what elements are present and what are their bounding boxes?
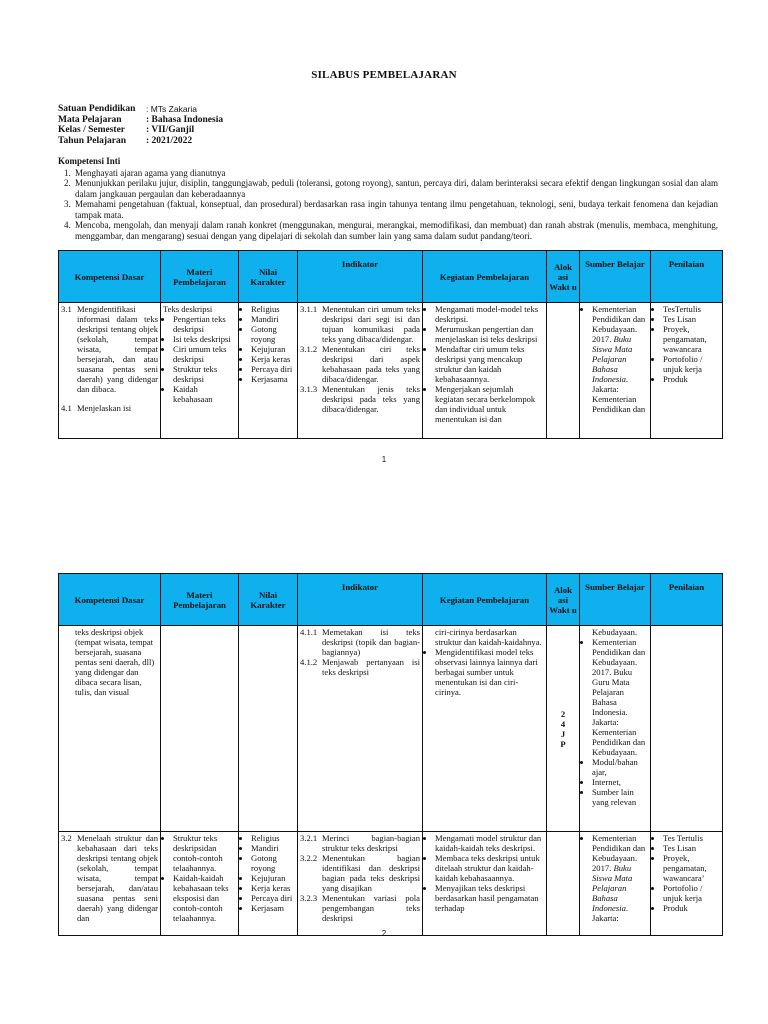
indikator-number: 3.2.1 xyxy=(300,833,318,843)
cell-materi xyxy=(161,303,239,439)
cell-kegiatan xyxy=(423,832,547,936)
indikator-number: 3.1.3 xyxy=(300,384,318,394)
header-indikator: Indikator xyxy=(298,574,423,626)
syllabus-info xyxy=(58,104,223,146)
table-header-row xyxy=(59,574,723,626)
list-item: • Kerja keras xyxy=(251,354,295,364)
kegiatan-list xyxy=(425,304,544,424)
penilaian-list xyxy=(653,304,720,384)
list-item: • Mengamati model-model teks deskripsi. xyxy=(435,304,544,324)
cell-sumber-belajar xyxy=(580,303,651,439)
indikator-text: Menentukan ciri umum teks deskripsi dari segi isi dan tujuan komunikasi pada teks yang dibaca/didengar. xyxy=(322,304,420,344)
alokasi-char: J xyxy=(560,728,566,739)
materi-list xyxy=(163,314,236,404)
list-item: • Produk xyxy=(663,903,720,913)
kd-entry xyxy=(61,833,158,923)
table-row xyxy=(59,303,723,439)
list-item: • Kaidah kebahasaan xyxy=(173,384,236,404)
header-materi: Materi Pembelajaran xyxy=(161,251,239,303)
header-sumber-belajar: Sumber Belajar xyxy=(580,574,651,626)
list-item: • Portofolio / unjuk kerja xyxy=(663,883,720,903)
list-item: • Mengidentifikasi model teks observasi lainnya lainnya dari berbagai sumber untuk menentukan isi dan ciri-cirinya. xyxy=(435,647,544,697)
info-label: Mata Pelajaran xyxy=(58,114,122,125)
indikator-text: Memetakan isi teks deskripsi (topik dan bagian-bagiannya) xyxy=(322,627,420,657)
list-item: • Merumuskan pengertian dan menjelaskan isi teks deskripsi xyxy=(435,324,544,344)
indikator-entry xyxy=(300,657,420,677)
table-row xyxy=(59,832,723,936)
syllabus-table-page-1 xyxy=(58,250,723,439)
info-value: : 2021/2022 xyxy=(146,135,193,146)
penilaian-list xyxy=(653,833,720,913)
indikator-entry xyxy=(300,304,420,344)
list-item: • Ciri umum teks deskripsi xyxy=(173,344,236,364)
cell-materi xyxy=(161,832,239,936)
list-item: • Menyajikan teks deskripsi berdasarkan hasil pengamatan terhadap xyxy=(435,883,544,913)
alokasi-char: P xyxy=(560,738,566,749)
cell-nilai-karakter xyxy=(239,832,298,936)
list-item: • Mandiri xyxy=(251,314,295,324)
header-kegiatan: Kegiatan Pembelajaran xyxy=(423,251,547,303)
list-item: • Kerjasama xyxy=(251,374,295,384)
cell-alokasi-waktu xyxy=(547,303,580,439)
list-item: • Proyek, pengamatan, wawancara xyxy=(663,324,720,354)
kd-entry xyxy=(61,403,158,413)
header-penilaian: Penilaian xyxy=(651,574,723,626)
list-item: • Percaya diri xyxy=(251,364,295,374)
cell-alokasi-waktu xyxy=(547,832,580,936)
kd-text: Menjelaskan isi xyxy=(77,403,132,413)
list-item: • Mendaftar ciri umum teks deskripsi yang mencakup struktur dan kaidah kebahasaannya. xyxy=(435,344,544,384)
kompetensi-inti-list xyxy=(58,168,718,242)
kd-entry xyxy=(61,304,158,394)
kegiatan-list xyxy=(425,833,544,913)
sumber-list xyxy=(582,637,648,807)
cell-penilaian xyxy=(651,303,723,439)
list-item: • Sumber lain yang relevan xyxy=(592,787,648,807)
indikator-text: Menjawab pertanyaan isi teks deskripsi xyxy=(322,657,420,677)
info-label: Satuan Pendidikan xyxy=(58,104,136,114)
list-item: • Struktur teks deskripsidan contoh-contoh telaahannya. xyxy=(173,833,236,873)
sumber-list xyxy=(582,833,648,923)
list-item: • Mandiri xyxy=(251,843,295,853)
cell-sumber-belajar xyxy=(580,626,651,832)
table-row xyxy=(59,626,723,832)
cell-kompetensi-dasar xyxy=(59,626,161,832)
cell-indikator xyxy=(298,832,423,936)
table-header-row xyxy=(59,251,723,303)
list-item: • Kaidah-kaidah kebahasaan teks eksposisi dan contoh-contoh telaahannya. xyxy=(173,873,236,923)
indikator-entry xyxy=(300,893,420,923)
kompetensi-inti-section xyxy=(58,156,718,241)
cell-indikator xyxy=(298,303,423,439)
info-row-class xyxy=(58,125,223,136)
indikator-text: Menentukan variasi pola pengembangan teks deskripsi xyxy=(322,893,420,923)
info-row-subject xyxy=(58,115,223,126)
indikator-number: 3.2.3 xyxy=(300,893,318,903)
materi-list xyxy=(163,833,236,923)
header-alokasi-waktu: Alok asi Wakt u xyxy=(547,251,580,303)
cell-indikator xyxy=(298,626,423,832)
cell-kegiatan xyxy=(423,626,547,832)
indikator-number: 4.1.1 xyxy=(300,627,318,637)
header-alokasi-waktu: Alok asi Wakt u xyxy=(547,574,580,626)
info-row-school xyxy=(58,104,223,115)
indikator-entry xyxy=(300,344,420,384)
page-title: SILABUS PEMBELAJARAN xyxy=(311,69,457,81)
indikator-entry xyxy=(300,853,420,893)
list-item: • TesTertulis xyxy=(663,304,720,314)
cell-penilaian xyxy=(651,626,723,832)
list-item: • Kementerian Pendidikan dan Kebudayaan. 2017. Buku Guru Mata Pelajaran Bahasa Indonesia. Jakarta: Kementerian Pendidikan dan Kebudayaan. xyxy=(592,637,648,757)
list-item: • Religius xyxy=(251,833,295,843)
header-kompetensi-dasar: Kompetensi Dasar xyxy=(59,251,161,303)
page-number: 2 xyxy=(381,929,387,938)
info-value: : Bahasa Indonesia xyxy=(146,114,224,125)
list-item: • Religius xyxy=(251,304,295,314)
list-item: • Percaya diri xyxy=(251,893,295,903)
indikator-entry xyxy=(300,833,420,853)
list-item: • Kementerian Pendidikan dan Kebudayaan. 2017. Buku Siswa Mata Pelajaran Bahasa Indonesia. Jakarta: xyxy=(592,833,648,923)
indikator-number: 3.1.2 xyxy=(300,344,318,354)
list-item: • Modul/bahan ajar, xyxy=(592,757,648,777)
list-item: • Gotong royong xyxy=(251,853,295,873)
list-item: • Kerja keras xyxy=(251,883,295,893)
info-value: : MTs Zakaria xyxy=(146,104,198,114)
header-materi: Materi Pembelajaran xyxy=(161,574,239,626)
cell-alokasi-waktu xyxy=(547,626,580,832)
header-penilaian: Penilaian xyxy=(651,251,723,303)
list-item: • Membaca teks deskripsi untuk ditelaah struktur dan kaidah-kaidah kebahasaannya. xyxy=(435,853,544,883)
header-indikator: Indikator xyxy=(298,251,423,303)
cell-kompetensi-dasar xyxy=(59,303,161,439)
info-label: Tahun Pelajaran xyxy=(58,135,127,146)
kd-text: Mengidentifikasi informasi dalam teks deskripsi tentang objek (sekolah, tempat wisata, tempat bersejarah, dan atau suasana pentas seni daerah) yang didengar dan dibaca. xyxy=(77,304,158,394)
list-item: • Kejujuran xyxy=(251,344,295,354)
indikator-text: Menentukan bagian identifikasi dan deskripsi bagian pada teks deskripsi yang disajikan xyxy=(322,853,420,893)
cell-sumber-belajar xyxy=(580,832,651,936)
indikator-number: 3.2.2 xyxy=(300,853,318,863)
kompetensi-inti-item: 3. Memahami pengetahuan (faktual, konseptual, dan prosedural) berdasarkan rasa ingin tahunya tentang ilmu pengetahuan, teknologi, seni, budaya terkait fenomena dan kejadian tampak mata. xyxy=(73,199,718,220)
kompetensi-inti-item: 1. Menghayati ajaran agama yang dianutnya xyxy=(73,168,718,179)
list-item: • Tes Tertulis xyxy=(663,833,720,843)
cell-kompetensi-dasar xyxy=(59,832,161,936)
kompetensi-inti-item: 4. Mencoba, mengolah, dan menyaji dalam ranah konkret (menggunakan, mengurai, merangkai, memodifikasi, dan membuat) dan ranah abstrak (menulis, membaca, menghitung, menggambar, dan mengarang) sesuai dengan yang dipelajari di sekolah dan sumber lain yang sama dalam sudut pandang/teori. xyxy=(73,220,718,241)
header-nilai-karakter: Nilai Karakter xyxy=(239,251,298,303)
document-page-2 xyxy=(0,540,768,1024)
cell-penilaian xyxy=(651,832,723,936)
cell-kegiatan xyxy=(423,303,547,439)
list-item: • Struktur teks deskripsi xyxy=(173,364,236,384)
header-sumber-belajar: Sumber Belajar xyxy=(580,251,651,303)
alokasi-char: 2 xyxy=(560,708,566,719)
list-item: • Kejujuran xyxy=(251,873,295,883)
indikator-number: 3.1.1 xyxy=(300,304,318,314)
alokasi-char: 4 xyxy=(560,718,566,729)
cell-nilai-karakter xyxy=(239,303,298,439)
indikator-text: Merinci bagian-bagian struktur teks deskripsi xyxy=(322,833,420,853)
nilai-list xyxy=(241,304,295,384)
nilai-list xyxy=(241,833,295,913)
list-item: • Kementerian Pendidikan dan Kebudayaan. 2017. Buku Siswa Mata Pelajaran Bahasa Indonesia. Jakarta: Kementerian Pendidikan dan xyxy=(592,304,648,414)
list-item: • Kerjasam xyxy=(251,903,295,913)
syllabus-table-page-2 xyxy=(58,573,723,936)
header-nilai-karakter: Nilai Karakter xyxy=(239,574,298,626)
kd-number: 3.2 xyxy=(61,833,72,843)
info-row-year xyxy=(58,136,223,147)
list-item: • Internet, xyxy=(592,777,648,787)
document-page-1 xyxy=(0,0,768,468)
list-item: • Tes Lisan xyxy=(663,843,720,853)
list-item: • Isi teks deskripsi xyxy=(173,334,236,344)
list-item: • Proyek, pengamatan, wawancara’ xyxy=(663,853,720,883)
header-kegiatan: Kegiatan Pembelajaran xyxy=(423,574,547,626)
kd-number: 4.1 xyxy=(61,403,72,413)
kompetensi-inti-heading: Kompetensi Inti xyxy=(58,156,121,166)
cell-nilai-karakter xyxy=(239,626,298,832)
header-kompetensi-dasar: Kompetensi Dasar xyxy=(59,574,161,626)
list-item: • Produk xyxy=(663,374,720,384)
kd-text: Menelaah struktur dan kebahasaan dari teks deskripsi tentang objek (sekolah, tempat wisata, tempat bersejarah, dan/atau suasana pentas seni daerah) yang didengar dan xyxy=(77,833,158,923)
page-number: 1 xyxy=(381,455,387,464)
indikator-text: Menentukan jenis teks deskripsi pada teks yang dibaca/didengar. xyxy=(322,384,420,414)
materi-title: Teks deskripsi xyxy=(163,304,213,314)
indikator-entry xyxy=(300,627,420,657)
indikator-number: 4.1.2 xyxy=(300,657,318,667)
kompetensi-inti-item: 2. Menunjukkan perilaku jujur, disiplin, tanggungjawab, peduli (toleransi, gotong royong), santun, percaya diri, dalam berinteraksi secara efektif dengan lingkungan sosial dan alam dalam jangkauan pergaulan dan keberadaannya xyxy=(73,178,718,199)
kegiatan-continuation: ciri-cirinya berdasarkan struktur dan kaidah-kaidahnya. xyxy=(435,627,542,647)
sumber-list xyxy=(582,304,648,414)
list-item: • Mengerjakan sejumlah kegiatan secara berkelompok dan individual untuk menentukan isi dan xyxy=(435,384,544,424)
info-value: : VII/Ganjil xyxy=(146,125,195,135)
sumber-continuation: Kebudayaan. xyxy=(592,627,638,637)
list-item: • Tes Lisan xyxy=(663,314,720,324)
list-item: • Portofolio / unjuk kerja xyxy=(663,354,720,374)
kd-number: 3.1 xyxy=(61,304,72,314)
indikator-text: Menentukan ciri teks deskripsi dari aspek kebahasaan pada teks yang dibaca/didengar. xyxy=(322,344,420,384)
indikator-entry xyxy=(300,384,420,414)
list-item: • Mengamati model struktur dan kaidah-kaidah teks deskripsi. xyxy=(435,833,544,853)
info-label: Kelas / Semester xyxy=(58,125,126,135)
kegiatan-list xyxy=(425,647,544,697)
list-item: • Pengertian teks deskripsi xyxy=(173,314,236,334)
kd-text: teks deskripsi objek (tempat wisata, tempat bersejarah, suasana pentas seni daerah, dll) yang didengar dan dibaca secara lisan, tulis, dan visual xyxy=(75,627,155,697)
list-item: • Gotong royong xyxy=(251,324,295,344)
cell-materi xyxy=(161,626,239,832)
